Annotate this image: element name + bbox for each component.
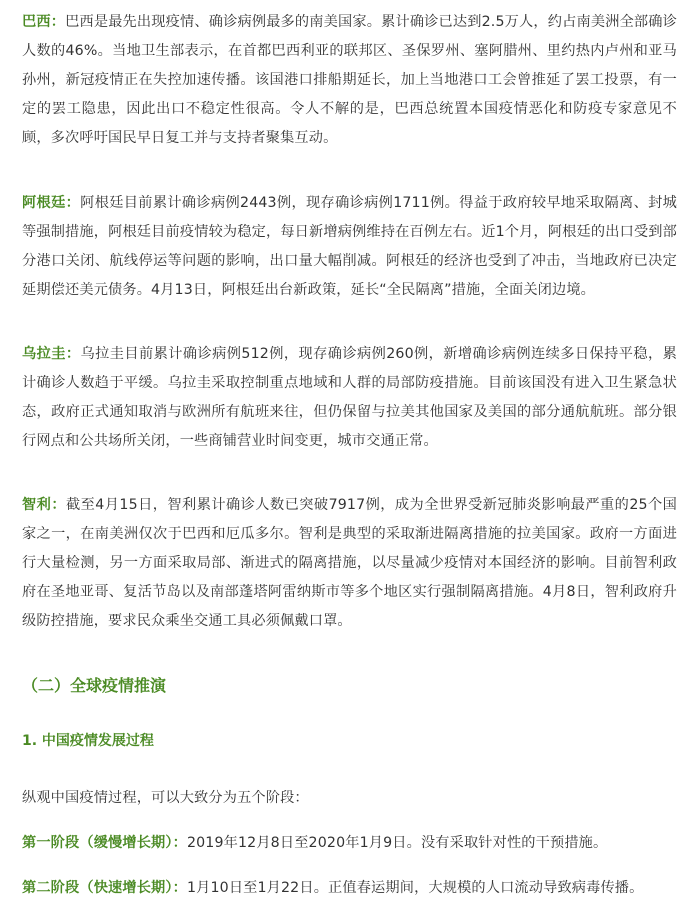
- intro-paragraph: 纵观中国疫情过程，可以大致分为五个阶段：: [22, 790, 309, 806]
- paragraph-text-uruguay: 乌拉圭目前累计确诊病例512例，现存确诊病例260例，新增确诊病例连续多日保持平稳，累计确诊人数趋于平缓。乌拉圭采取控制重点地域和人群的局部防疫措施。目前该国没有进入卫生紧急状态，政府正式通知取消与欧洲所有航班来往，但仍保留与拉美其他国家及美国的部分通航航班。部分银行网点和公共场所关闭，一些商铺营业时间变更，城市交通正常。: [22, 346, 678, 449]
- section-heading: （二）全球疫情推演: [22, 676, 167, 695]
- country-label-separator: ：: [65, 346, 81, 362]
- country-label-argentina: 阿根廷: [22, 195, 66, 211]
- paragraph-text-chile: 截至4月15日，智利累计确诊人数已突破7917例，成为全世界受新冠肺炎影响最严重的25个国家之一，在南美洲仅次于巴西和厄瓜多尔。智利是典型的采取渐进隔离措施的拉美国家。政府一方面进行大量检测，另一方面采取局部、渐进式的隔离措施，以尽量减少疫情对本国经济的影响。目前智利政府在圣地亚哥、复活节岛以及南部蓬塔阿雷纳斯市等多个地区实行强制隔离措施。4月8日，智利政府升级防控措施，要求民众乘坐交通工具必须佩戴口罩。: [22, 497, 677, 629]
- paragraph-text-brazil: 巴西是最先出现疫情、确诊病例最多的南美国家。累计确诊已达到2.5万人，约占南美洲全部确诊人数的46%。当地卫生部表示，在首都巴西利亚的联邦区、圣保罗州、塞阿腊州、里约热内卢州和亚马孙州，新冠疫情正在失控加速传播。该国港口排船期延长，加上当地港口工会曾推延了罢工投票，有一定的罢工隐患，因此出口不稳定性很高。令人不解的是，巴西总统置本国疫情恶化和防疫专家意见不顾，多次呼吁国民早日复工并与支持者聚集互动。: [22, 14, 677, 146]
- country-label-separator: ：: [51, 497, 66, 513]
- country-label-brazil: 巴西: [22, 14, 51, 30]
- stage-text: 1月10日至1月22日。正值春运期间，大规模的人口流动导致病毒传播。: [186, 880, 644, 896]
- country-label-separator: ：: [65, 195, 81, 211]
- stage-label: 第一阶段（缓慢增长期）：: [22, 835, 187, 851]
- stage-text: 2019年12月8日至2020年1月9日。没有采取针对性的干预措施。: [186, 835, 608, 851]
- paragraph-brazil: [22, 8, 677, 153]
- stage-item: [22, 874, 677, 903]
- paragraph-text-argentina: 阿根廷目前累计确诊病例2443例，现存确诊病例1711例。得益于政府较早地采取隔离、封城等强制措施，阿根廷目前疫情较为稳定，每日新增病例维持在百例左右。近1个月，阿根廷的出口受到部分港口关闭、航线停运等问题的影响，出口量大幅削减。阿根廷的经济也受到了冲击，当地政府已决定延期偿还美元债务。4月13日，阿根廷出台新政策，延长“全民隔离”措施，全面关闭边境。: [22, 195, 677, 298]
- stage-item: [22, 829, 677, 858]
- country-label-chile: 智利: [22, 497, 52, 513]
- paragraph-chile: [22, 491, 677, 636]
- country-label-separator: ：: [50, 14, 66, 30]
- subsection-heading: 1. 中国疫情发展过程: [22, 733, 154, 749]
- stage-label: 第二阶段（快速增长期）：: [22, 880, 187, 896]
- country-label-uruguay: 乌拉圭: [22, 346, 66, 362]
- paragraph-uruguay: [22, 340, 677, 456]
- paragraph-argentina: [22, 189, 677, 305]
